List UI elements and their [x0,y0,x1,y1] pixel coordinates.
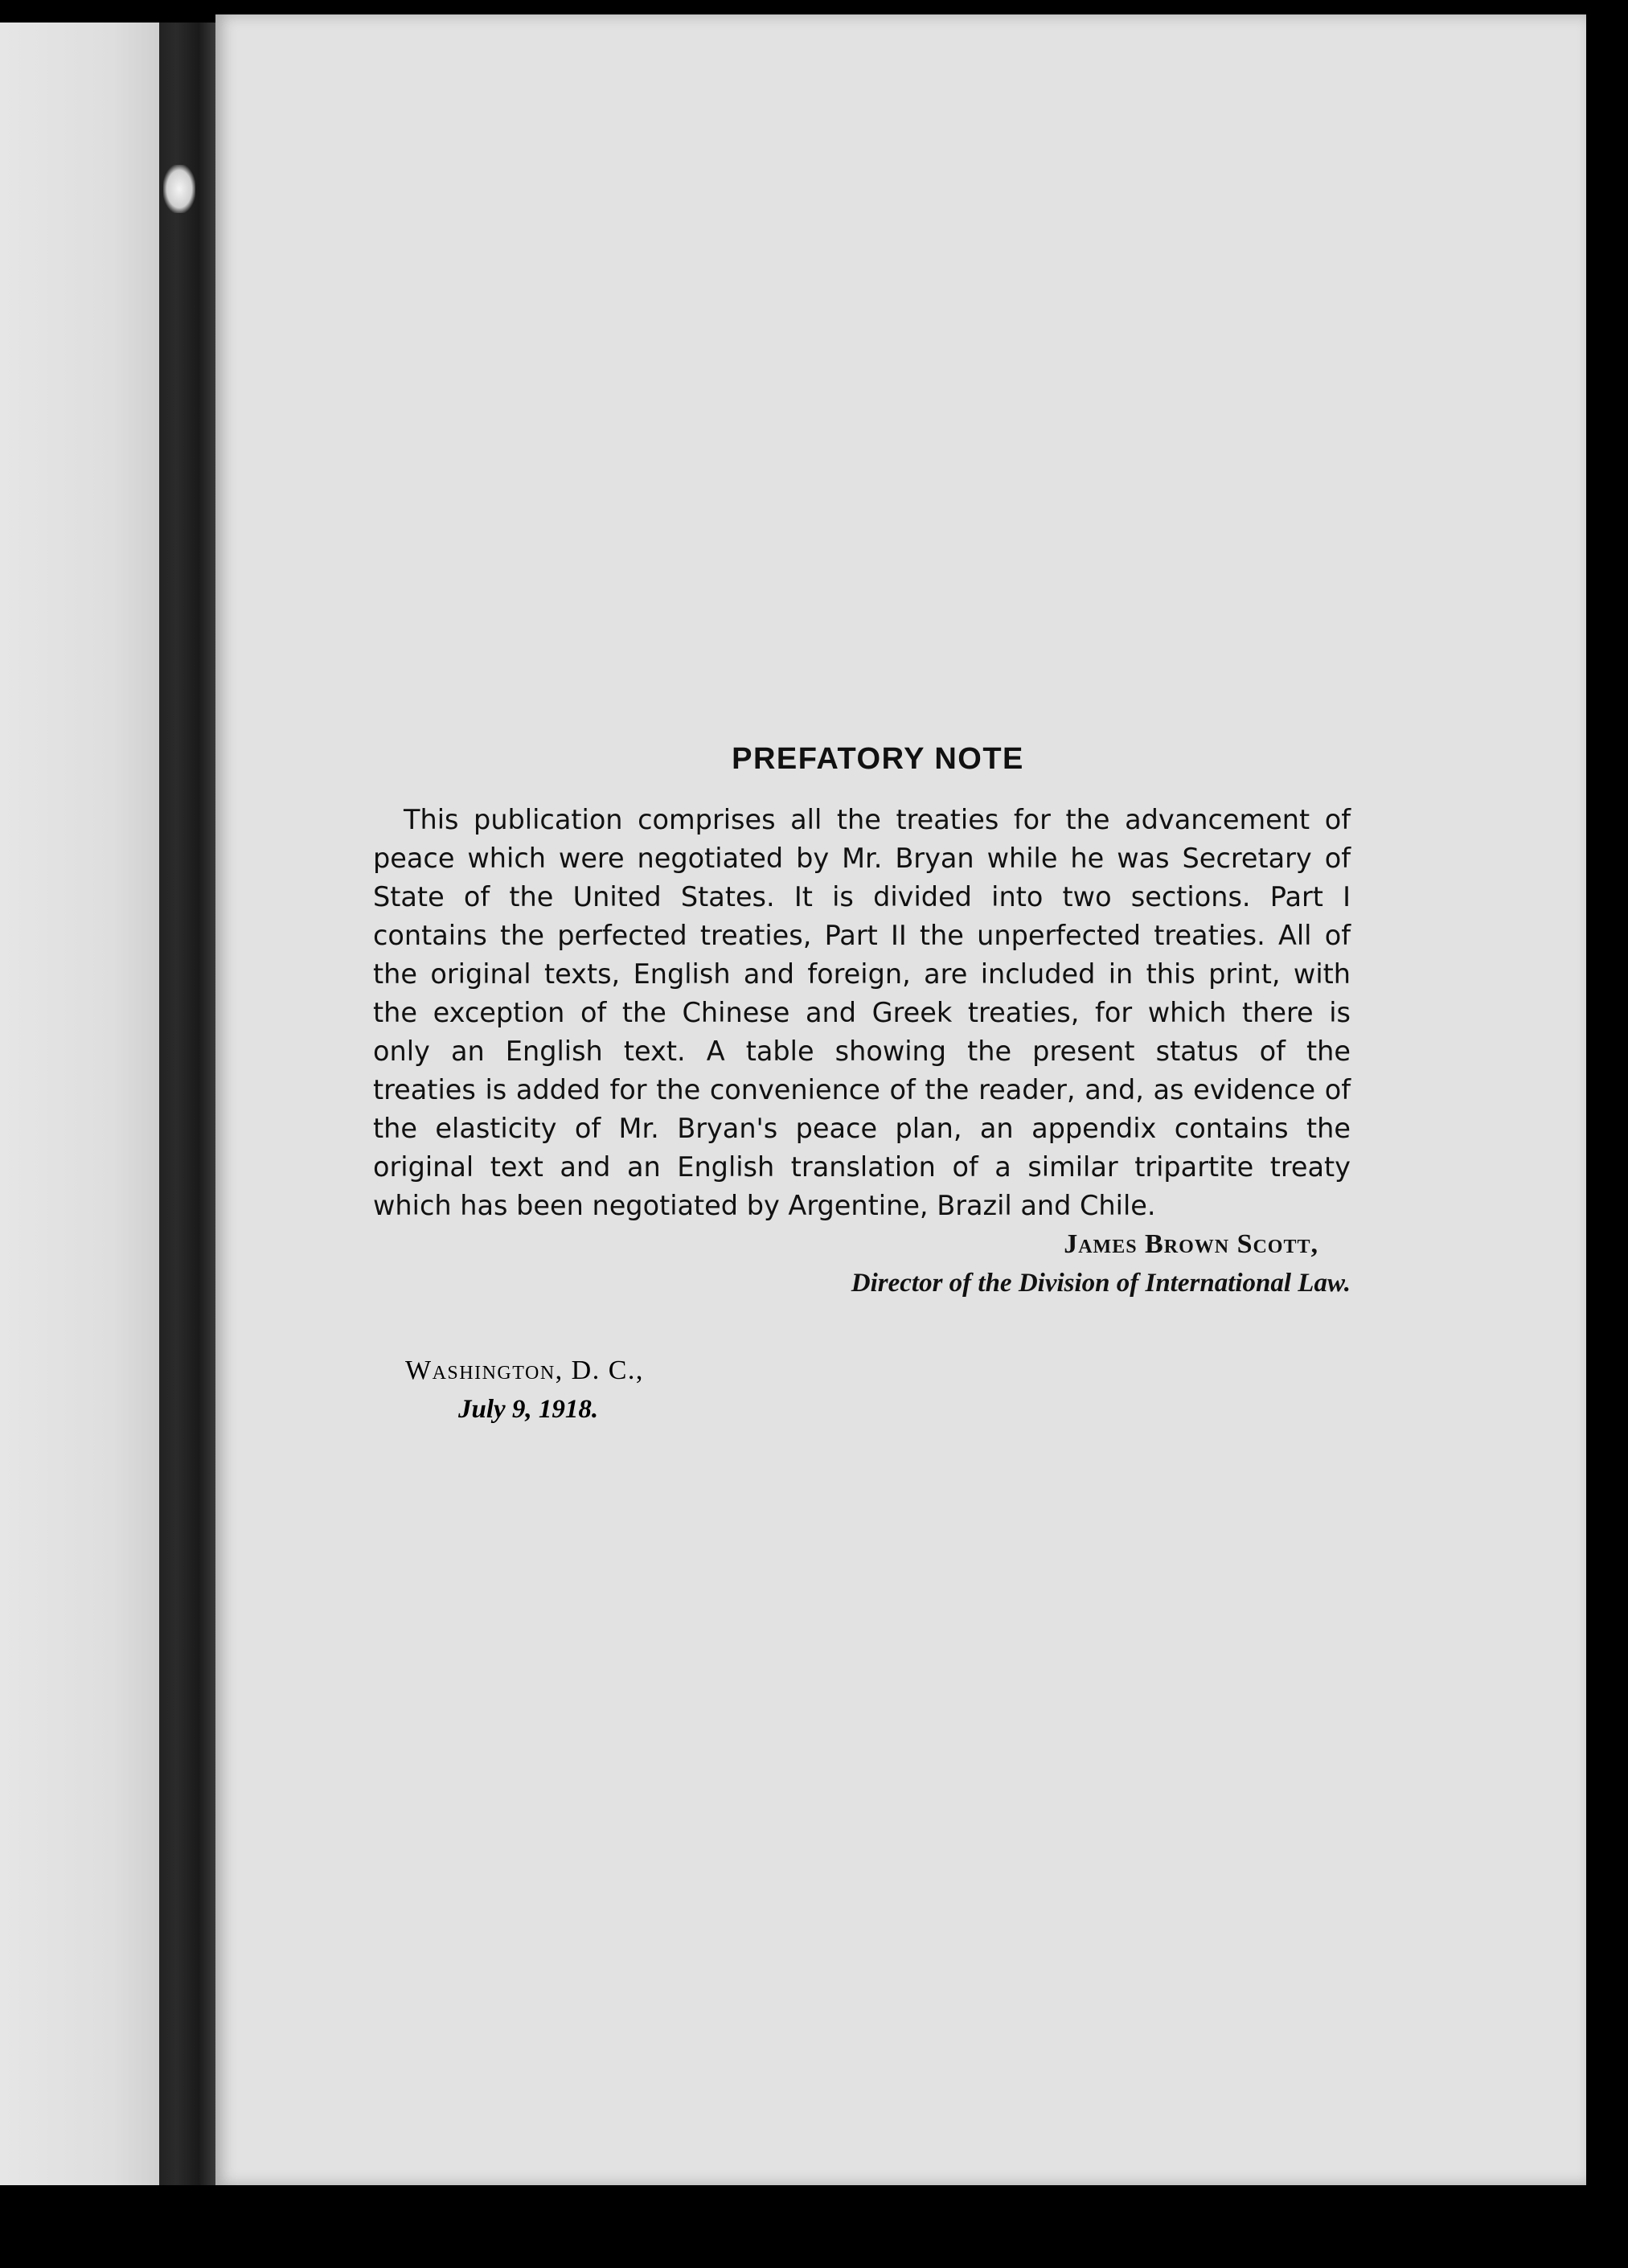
place-date-block [405,1351,644,1429]
body-line: the exception of the Chinese and Greek treaties, for which there is [373,997,1351,1028]
body-line: original text and an English translation of a similar tripartite treaty [373,1151,1351,1183]
spine-highlight [163,165,195,213]
book-spine [159,23,215,2185]
document-page [215,14,1586,2185]
body-line: treaties is added for the convenience of the reader, and, as evidence of [373,1074,1351,1105]
body-line: This publication comprises all the treaties for the advancement of [404,804,1351,835]
date-line: July 9, 1918. [458,1395,599,1424]
signature-name: James Brown Scott, [1064,1229,1318,1259]
page-title: PREFATORY NOTE [732,742,1024,776]
body-line: the original texts, English and foreign, are included in this print, with [373,958,1351,990]
body-line: only an English text. A table showing the present status of the [373,1036,1351,1067]
body-line: the elasticity of Mr. Bryan's peace plan, an appendix contains the [373,1113,1351,1144]
body-line: peace which were negotiated by Mr. Bryan while he was Secretary of [373,843,1351,874]
signature-block [373,1225,1351,1306]
body-line: State of the United States. It is divided into two sections. Part I [373,881,1351,913]
facing-page-edge [0,23,161,2185]
body-line: contains the perfected treaties, Part II the unperfected treaties. All of [373,920,1351,951]
body-paragraph [373,801,1351,1225]
signature-title: Director of the Division of International Law. [851,1269,1351,1298]
body-line: which has been negotiated by Argentine, Brazil and Chile. [373,1190,1156,1221]
page-content [373,742,1351,1306]
place-line: Washington, D. C., [405,1355,644,1385]
